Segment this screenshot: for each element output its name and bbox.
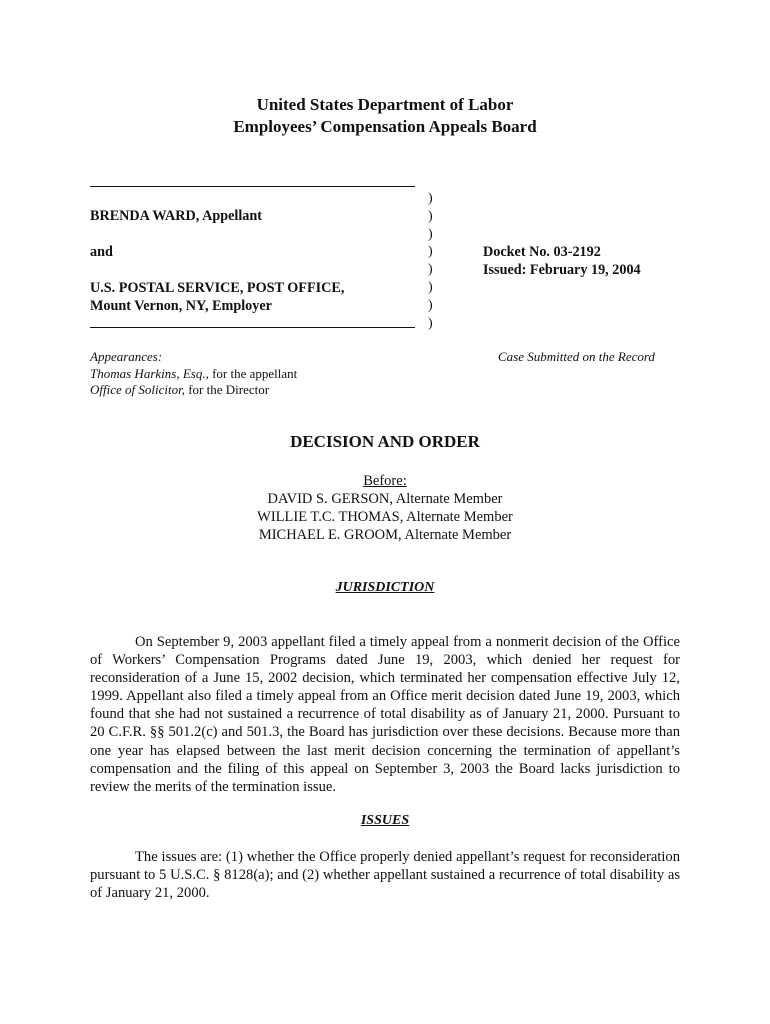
paren-mark: ) xyxy=(428,191,433,206)
appearances-label: Appearances: xyxy=(90,349,163,364)
caption-bottom-rule xyxy=(90,327,415,328)
panel-member-3: MICHAEL E. GROOM, Alternate Member xyxy=(258,527,512,543)
appearance-director xyxy=(90,382,269,399)
jurisdiction-paragraph: On September 9, 2003 appellant filed a timely appeal from a nonmerit decision of the Office of Workers’ Compensation Programs dated June 19, 2003, which denied her request for reconsideration of a June 15, 2002 decision, which terminated her compensation effective July 12, 1999. Appellant also filed a timely appeal from an Office merit decision dated June 19, 2003, which found that she had not sustained a recurrence of total disability as of January 21, 2000. Pursuant to 20 C.F.R. §§ 501.2(c) and 501.3, the Board has jurisdiction over these decisions. Because more than one year has elapsed between the last merit decision concerning the termination of appellant’s compensation and the filing of this appeal on September 3, 2003 the Board lacks jurisdiction to review the merits of the termination issue. xyxy=(90,634,680,795)
paren-mark: ) xyxy=(428,208,433,224)
docket-number: Docket No. 03-2192 xyxy=(483,244,601,260)
jurisdiction-heading: JURISDICTION xyxy=(335,580,435,595)
appellant-counsel-role: for the appellant xyxy=(208,366,298,381)
case-submitted-note: Case Submitted on the Record xyxy=(498,349,655,364)
caption-and: and xyxy=(90,244,113,260)
panel-member-1: DAVID S. GERSON, Alternate Member xyxy=(267,491,503,507)
issues-heading: ISSUES xyxy=(360,813,410,828)
paren-mark: ) xyxy=(428,315,433,331)
paren-mark: ) xyxy=(428,297,433,313)
appellant-counsel-name: Thomas Harkins, Esq., xyxy=(90,366,209,381)
before-label xyxy=(0,472,770,490)
appellant-name: BRENDA WARD, Appellant xyxy=(90,208,262,224)
paren-mark: ) xyxy=(428,262,433,278)
caption-parentheses xyxy=(428,190,433,332)
employer-line-1: U.S. POSTAL SERVICE, POST OFFICE, xyxy=(90,280,345,296)
paren-mark: ) xyxy=(428,279,433,295)
paren-mark: ) xyxy=(428,226,433,242)
director-counsel-name: Office of Solicitor, xyxy=(90,382,185,397)
before-text: Before: xyxy=(363,473,407,489)
panel-member-2: WILLIE T.C. THOMAS, Alternate Member xyxy=(257,509,513,525)
paren-mark: ) xyxy=(428,244,433,260)
issues-paragraph: The issues are: (1) whether the Office properly denied appellant’s request for reconsideration pursuant to 5 U.S.C. § 8128(a); and (2) whether appellant sustained a recurrence of total disability as of January 21, 2000. xyxy=(90,849,680,902)
agency-title: United States Department of Labor xyxy=(256,95,514,114)
appearance-appellant xyxy=(90,366,297,383)
issued-date: Issued: February 19, 2004 xyxy=(483,262,641,278)
employer-line-2: Mount Vernon, NY, Employer xyxy=(90,298,272,314)
caption-top-rule xyxy=(90,186,415,187)
director-counsel-role: for the Director xyxy=(184,382,270,397)
decision-title: DECISION AND ORDER xyxy=(290,432,480,451)
board-title: Employees’ Compensation Appeals Board xyxy=(233,117,537,136)
